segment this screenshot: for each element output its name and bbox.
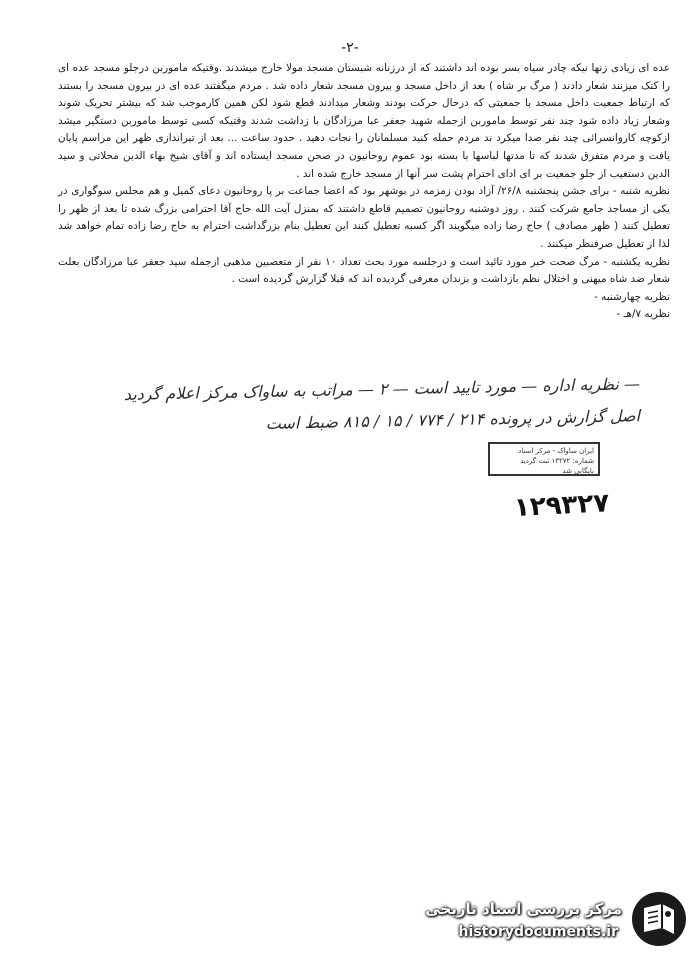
watermark <box>400 888 700 950</box>
document-body <box>58 60 670 324</box>
paragraph-1: عده ای زیادی زنها نیکه چادر سیاه بسر بوده اند داشتند که از درزنانه شبستان مسجد مولا خارج میشدند .وقتیکه ماموربن درجلو مسجد عده ای را کتک میزنند شعار دادند ( مرگ بر شاه ) بعد از داخل مسجد و بیرون مسجد شعار داده شد . مردم میگفتند عده ای در بیرون مسجد را بستند که ارتباط جمعیت داخل مسجد با جمعیتی که درحال حرکت بودند وشعار میدادند قطع شود لکن همین کارموجب شد که بیشتر تحریک شوند وشعار زیاد داده شود چند نفر توسط ماموربن ازجمله شهید جعفر عبا مرزادگان با زداشت شدند وقتیکه کسی توسط ماموربن دستگیر میشد ازکوچه کاروانسرائی چند نفر صدا میکرد ند مردم حمله کنید مسلمانان را نجات دهید . حدود ساعت ... بعد از تیراندازی ظهر این مراسم پایان یافت و مردم متفرق شدند که تا مدتها لباسها با بسته بود عموم روحانیون در صحن مسجد ایستاده اند و آقای شیخ بهاء الدین محلاتی و سید الدین دستغیب از جلو جمعیت بر ای ادای احترام پشت سر آنها از مسجد خارج شده اند . <box>58 62 670 180</box>
archive-stamp <box>488 442 600 476</box>
stamp-line-3: بایگانی شد <box>562 467 594 475</box>
handwritten-annotation-line-2: اصل گزارش در پرونده ۲۱۴ / ۷۷۴ / ۱۵ / ۸۱۵ ضبط است <box>265 406 641 433</box>
paragraph-3: نظریه یکشنبه - مرگ صحت خبر مورد تائید است و درجلسه مورد بحث تعداد ۱۰ نفر از متعصبین مذهبی ازجمله سید جعفر عبا مرزادگان بعلت شعار ضد شاه میهنی و اختلال نظم بازداشت و بزندان معرفی گردیده اند که قبلا گزارش گردیده است . <box>58 255 670 286</box>
watermark-website: historydocuments.ir <box>458 924 618 940</box>
handwritten-annotation-line-1: — نظریه اداره — مورد تایید است — ۲ — مراتب به ساواک مرکز اعلام گردید <box>123 374 641 404</box>
paragraph-5: نظریه ۷/هـ - <box>616 308 670 321</box>
archive-number: ۱۲۹۳۲۷ <box>513 488 610 524</box>
stamp-line-1: ایران ساواک - مرکز اسناد <box>518 447 594 455</box>
archive-logo-icon <box>630 890 688 948</box>
stamp-line-2: شماره: ۱۳۲۷۲ ثبت گردید <box>520 457 594 465</box>
paragraph-4: نظریه چهارشنبه - <box>594 290 670 303</box>
paragraph-2: نظریه شنبه - برای جشن پنجشنبه ۲۶/۸/ آزاد بودن زمزمه در بوشهر بود که اعضا جماعت بر پا روحانیون دعای کمیل و هم مجلس سوگواری در یکی از مساجد جامع شرکت کنند . روز دوشنبه روحانیون تصمیم قاطع داشتند که بمنزل آیت الله حاج آقا احترامی بزرگ شده تا بعد از ظهر را تعطیل کنند ( ظهر مصادف ) حاج رضا زاده میگویند اگر کسبه تعطیل کنند این تعطیل بنام بزرگداشت احترام به حاج رضا زاده تمام خواهد شد لذا از تعطیل صرفنظر میکنند . <box>58 185 670 250</box>
page-number: -٢- <box>341 40 359 56</box>
watermark-org-name: مرکز بررسی اسناد تاریخی <box>425 900 622 918</box>
